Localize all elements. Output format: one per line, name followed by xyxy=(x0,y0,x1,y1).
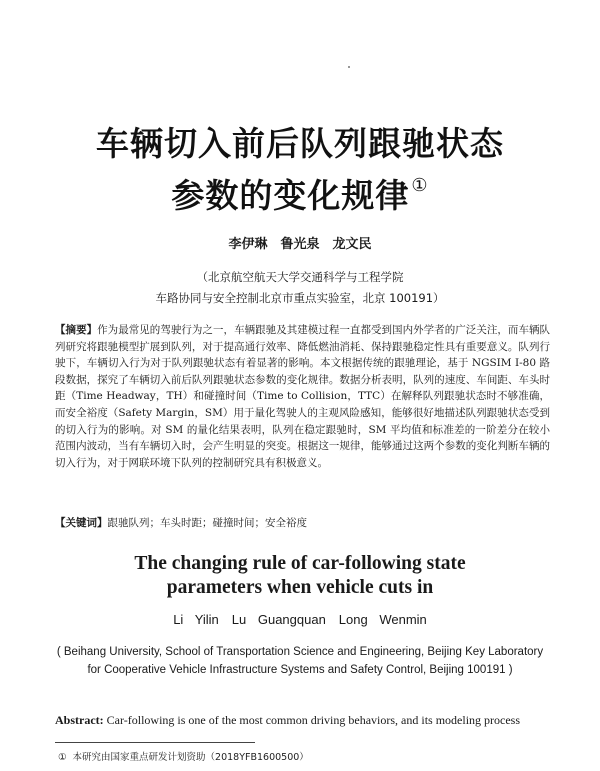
chinese-title-line-2 xyxy=(0,170,600,217)
english-affiliation: ( Beihang University, School of Transportation Science and Engineering, Beijing Key Laboratory for Cooperative Vehicle Infrastructure Systems and Safety Control, Beijing 100191 ) xyxy=(56,646,544,676)
chinese-abstract-label: 【摘要】 xyxy=(55,324,98,336)
chinese-affiliation-line-2: 车路协同与安全控制北京市重点实验室，北京 100191） xyxy=(155,291,445,305)
chinese-title-line-1-text: 车辆切入前后队列跟驰状态 xyxy=(96,124,504,163)
chinese-abstract-text: 作为最常见的驾驶行为之一，车辆跟驰及其建模过程一直都受到国内外学者的广泛关注，而车辆队列研究将跟驰模型扩展到队列，对于提高通行效率、降低燃油消耗、保持跟驰稳定性具有重要意义。队列行驶下，车辆切入行为对于队列跟驰状态有着显著的影响。本文根据传统的跟驰理论，基于 NGSIM I-80 路段数据，探究了车辆切入前后队列跟驰状态参数的变化规律。数据分析表明，队列的速度、车间距、车头时距（Time Headway，TH）和碰撞时间（Time to Collision，TTC）在解释队列跟驰状态时不够准确，而安全裕度（Safety Margin，SM）用于量化驾驶人的主观风险感知，能够很好地描述队列跟驰状态受到的切入行为的影响。对 SM 的量化结果表明，队列在稳定跟驰时，SM 平均值和标准差的一阶差分在较小范围内波动，当有车辆切入时，会产生明显的突变。根据这一规律，能够通过这两个参数的变化判断车辆的切入行为，对于网联环境下队列的控制研究具有积极意义。 xyxy=(55,324,551,469)
english-authors: Li Yilin Lu Guangquan Long Wenmin xyxy=(173,612,427,627)
chinese-title-line-1 xyxy=(0,118,600,165)
english-abstract-text: Car-following is one of the most common driving behaviors, and its modeling process xyxy=(106,713,521,727)
chinese-affiliation-line-1: （北京航空航天大学交通科学与工程学院 xyxy=(196,270,404,284)
footnote-mark: ① xyxy=(58,752,67,763)
chinese-authors: 李伊琳 鲁光泉 龙文民 xyxy=(228,237,372,252)
english-abstract xyxy=(55,712,555,728)
title-footnote-mark: ① xyxy=(411,175,429,196)
chinese-keywords-text: 跟驰队列；车头时距；碰撞时间；安全裕度 xyxy=(107,517,307,529)
footnote-divider xyxy=(55,742,255,743)
scan-speck xyxy=(348,66,350,68)
funding-footnote xyxy=(58,749,538,763)
chinese-title-line-2-text: 参数的变化规律 xyxy=(171,176,410,215)
english-title-line-1: The changing rule of car-following state xyxy=(134,553,466,574)
english-abstract-label: Abstract: xyxy=(55,713,104,727)
chinese-keywords-label: 【关键词】 xyxy=(55,517,108,529)
chinese-keywords xyxy=(55,515,550,531)
english-title-line-2: parameters when vehicle cuts in xyxy=(166,577,434,598)
footnote-text: 本研究由国家重点研发计划资助（2018YFB1600500） xyxy=(72,752,309,763)
chinese-abstract xyxy=(55,322,550,471)
